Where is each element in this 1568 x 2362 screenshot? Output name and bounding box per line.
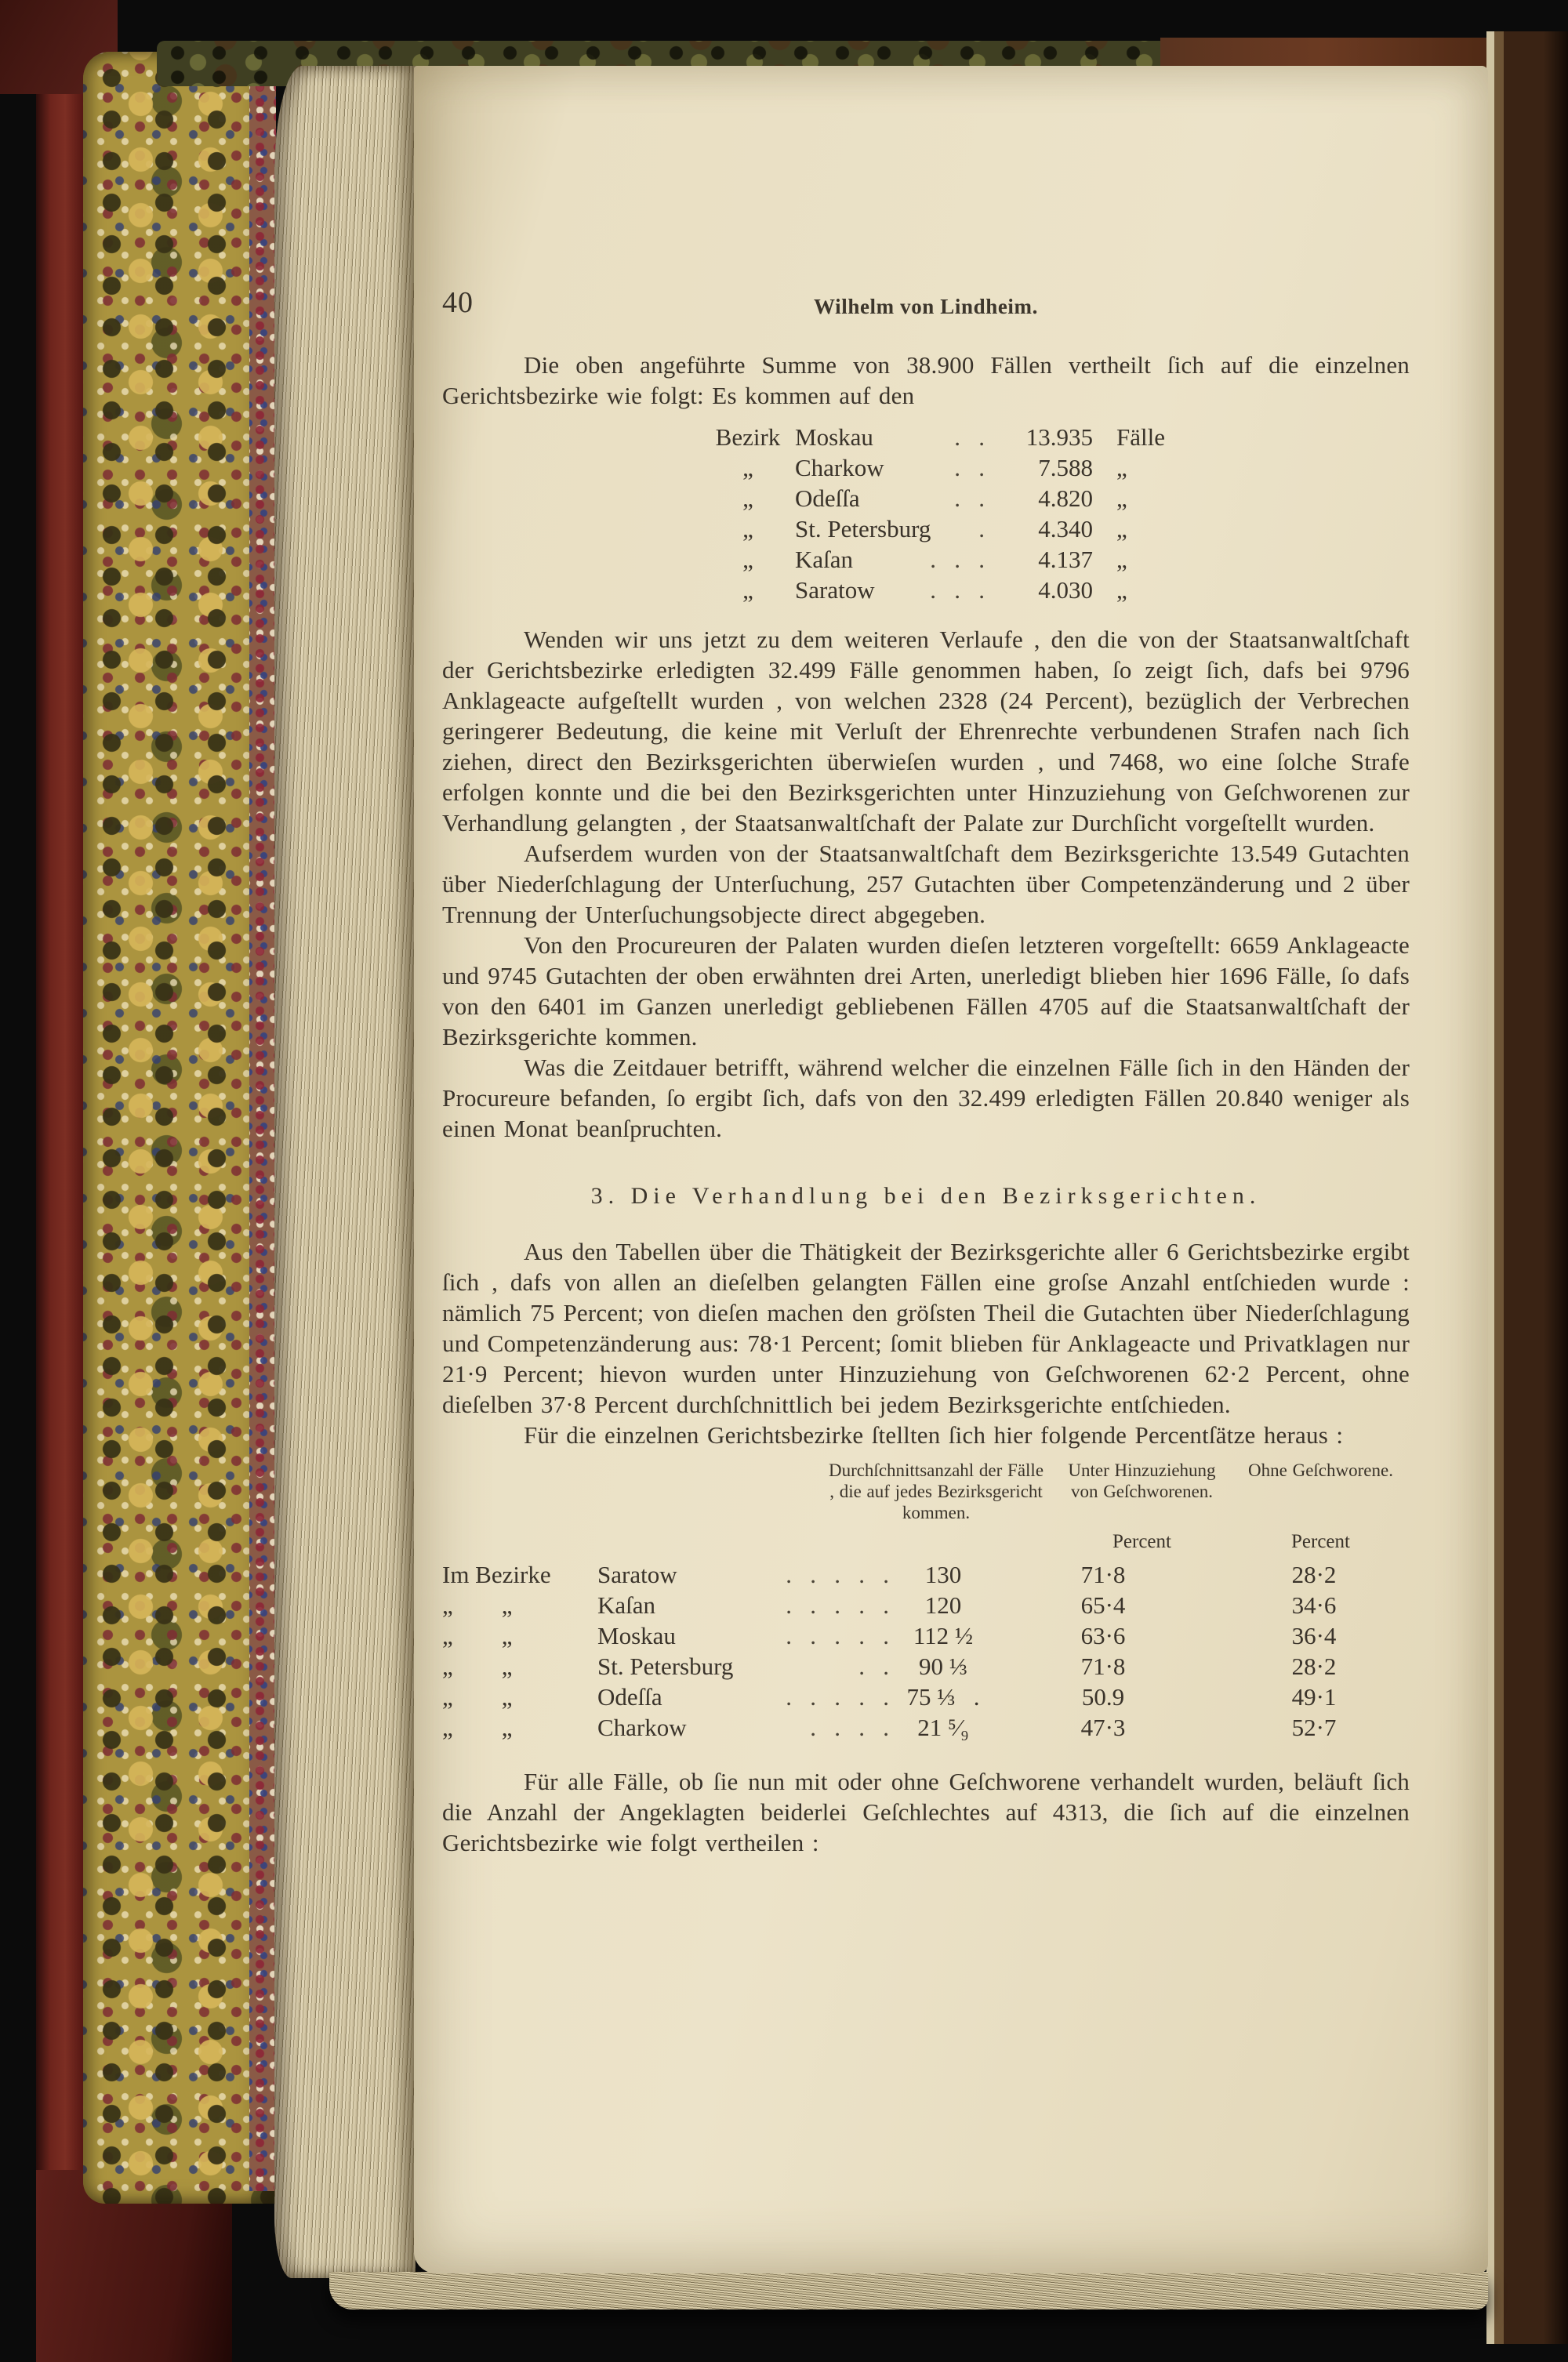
row-name	[597, 1620, 897, 1651]
district-name: Charkow	[795, 454, 884, 481]
without-jury-percent: 34·6	[1291, 1591, 1337, 1619]
book-page	[414, 66, 1488, 2273]
paragraph-prosecution: Wenden wir uns jetzt zu dem weiteren Verlaufe , den die von der Staatsanwaltſchaft der Gerichtsbezirke erledigten 32.499 Fälle genommen haben, ſo zeigt ſich, dafs bei 9796 Anklageacte aufgeſtellt wurden , von welchen 2328 (24 Percent), bezüglich der Verbrechen geringerer Bedeutung, die keine mit Verluſt der Ehrenrechte verbundenen Strafen nach ſich ziehen, direct den Bezirksgerichten überwieſen wurden , und 7468, wo eine ſolche Strafe erfolgen konnte und die bei den Bezirksgerichten unter Hinzuziehung von Geſchworenen zur Verhandlung gelangten , der Staatsanwaltſchaft der Palate zur Durchſicht vorgeſtellt wurden.	[442, 626, 1410, 836]
paragraph-angeklagte: Für alle Fälle, ob ſie nun mit oder ohne Geſchworene verhandelt wurden, beläuft ſich die Anzahl der Angeklagten beiderlei Geſchlechtes auf 4313, die ſich auf die einzelnen Gerichtsbezirke wie folgt vertheilen :	[442, 1768, 1410, 1856]
percent-spacer	[442, 1531, 818, 1553]
unit-label: „	[1116, 515, 1127, 542]
table-row	[701, 513, 1410, 544]
header-spacer	[442, 1460, 818, 1523]
percent-unit-row	[442, 1531, 1410, 1553]
row-prefix: „ „	[442, 1714, 513, 1741]
without-jury-percent: 36·4	[1291, 1622, 1337, 1649]
row-name	[597, 1651, 897, 1682]
dot-leader: . .	[954, 454, 985, 481]
table-row	[701, 544, 1410, 575]
book-spine	[36, 0, 85, 2362]
dot-leader: . .	[954, 423, 985, 451]
table-row	[701, 575, 1410, 605]
percent-table-body	[442, 1559, 1410, 1743]
row-name	[795, 575, 991, 605]
dot-leader: . . . .	[810, 1714, 889, 1741]
percent-label: Percent	[1112, 1531, 1171, 1552]
case-count: 4.820	[1038, 484, 1093, 512]
case-count: 13.935	[1025, 423, 1093, 451]
table-row	[442, 1682, 1410, 1712]
row-name	[795, 544, 991, 575]
table-row	[701, 452, 1410, 483]
district-name: Saratow	[795, 576, 875, 604]
dot-leader: . . .	[930, 546, 985, 573]
avg-cases: 112 ½	[913, 1622, 974, 1649]
table-row	[442, 1620, 1410, 1651]
table-row	[701, 422, 1410, 452]
table-row	[701, 483, 1410, 513]
row-name	[597, 1682, 897, 1712]
district-name: St. Petersburg	[795, 515, 931, 542]
row-name	[795, 452, 991, 483]
avg-cases: 75 ⅓ .	[906, 1683, 980, 1711]
row-prefix: „ „	[442, 1622, 513, 1649]
row-prefix: „	[742, 576, 753, 604]
case-count: 4.137	[1038, 546, 1093, 573]
row-prefix: Bezirk	[715, 423, 781, 451]
header-average-cases: Durchſchnittsanzahl der Fälle , die auf jedes Bezirksgericht kommen.	[828, 1460, 1044, 1522]
without-jury-percent: 28·2	[1291, 1653, 1337, 1680]
paragraph-intro: Die oben angeführte Summe von 38.900 Fällen vertheilt ſich auf die einzelnen Gerichtsbezirke wie folgt: Es kommen auf den	[442, 351, 1410, 409]
table-row	[442, 1651, 1410, 1682]
paragraph-gutachten: Aufserdem wurden von der Staatsanwaltſchaft dem Bezirksgerichte 13.549 Gutachten über Niederſchlagung der Unterſuchung, 257 Gutachten über Competenzänderung und 2 über Trennung der Unterſuchungsobjecte direct abgegeben.	[442, 840, 1410, 928]
with-jury-percent: 63·6	[1080, 1622, 1126, 1649]
page-number: 40	[442, 286, 474, 319]
paragraph-tabellen: Aus den Tabellen über die Thätigkeit der Bezirksgerichte aller 6 Gerichtsbezirke ergibt ſich , dafs von allen an dieſelben gelangten Fällen eine groſse Anzahl entſchieden wurde : nämlich 75 Percent; von dieſen machen den gröſsten Theil die Gutachten über Niederſchlagung und Competenzänderung aus: 78·1 Percent; ſomit blieben für Anklageacte und Privatklagen nur 21·9 Percent; hievon wurden unter Hinzuziehung von Geſchworenen 62·2 Percent, ohne dieſelben 37·8 Percent durchſchnittlich bei jedem Bezirksgerichte entſchieden.	[442, 1238, 1410, 1418]
percent-spacer	[818, 1531, 1054, 1553]
without-jury-percent: 28·2	[1291, 1561, 1337, 1588]
case-count: 4.030	[1038, 576, 1093, 604]
unit-label: „	[1116, 576, 1127, 604]
row-prefix: „	[742, 454, 753, 481]
marbled-endpaper	[83, 52, 274, 2204]
row-name	[795, 513, 991, 544]
dot-leader: . . . . .	[786, 1591, 889, 1619]
dot-leader: .	[978, 515, 985, 542]
paragraph-percentsaetze: Für die einzelnen Gerichtsbezirke ſtellten ſich hier folgende Percentſätze heraus :	[524, 1421, 1344, 1449]
case-count: 4.340	[1038, 515, 1093, 542]
avg-cases: 90 ⅓	[919, 1653, 967, 1680]
with-jury-percent: 65·4	[1080, 1591, 1126, 1619]
district-name: Odeſſa	[795, 484, 860, 512]
dot-leader: . .	[954, 484, 985, 512]
table-row	[442, 1712, 1410, 1743]
row-name	[597, 1559, 897, 1590]
percent-table	[442, 1460, 1410, 1743]
without-jury-percent: 49·1	[1291, 1683, 1337, 1711]
table-row	[442, 1590, 1410, 1620]
row-name	[597, 1712, 897, 1743]
district-case-table	[701, 422, 1410, 605]
running-title: Wilhelm von Lindheim.	[814, 295, 1038, 318]
district-name: Moskau	[795, 423, 873, 451]
row-prefix: „	[742, 484, 753, 512]
header-with-jury: Unter Hinzuziehung von Geſchworenen.	[1068, 1460, 1216, 1501]
district-name: Kaſan	[795, 546, 854, 573]
with-jury-percent: 50.9	[1081, 1683, 1125, 1711]
avg-cases: 130	[924, 1561, 962, 1588]
dot-leader: . . . . .	[786, 1622, 889, 1649]
district-name: Odeſſa	[597, 1683, 662, 1711]
with-jury-percent: 71·8	[1080, 1561, 1126, 1588]
paragraph-procureure: Von den Procureuren der Palaten wurden dieſen letzteren vorgeſtellt: 6659 Anklageacte und 9745 Gutachten der oben erwähnten drei Arten, unerledigt blieben hier 1696 Fälle, ſo dafs von den 6401 im Ganzen unerledigt gebliebenen Fällen 4705 auf die Staatsanwaltſchaft der Bezirksgerichte kommen.	[442, 931, 1410, 1050]
right-cover	[1486, 31, 1568, 2344]
page-stack-left-edge	[274, 66, 416, 2278]
paragraph-zeitdauer: Was die Zeitdauer betrifft, während welcher die einzelnen Fälle ſich in den Händen der Procureure befanden, ſo ergibt ſich, dafs von den 32.499 erledigten Fällen 20.840 weniger als einen Monat beanſpruchten.	[442, 1054, 1410, 1142]
row-name	[795, 422, 991, 452]
district-name: St. Petersburg	[597, 1653, 734, 1680]
row-name	[795, 483, 991, 513]
header-without-jury: Ohne Geſchworene.	[1248, 1460, 1393, 1480]
district-name: Charkow	[597, 1714, 687, 1741]
case-count: 7.588	[1038, 454, 1093, 481]
unit-label: „	[1116, 454, 1127, 481]
dot-leader: . . . . .	[786, 1683, 889, 1711]
percent-table-headers	[442, 1460, 1410, 1523]
row-prefix: „	[742, 515, 753, 542]
dot-leader: . .	[858, 1653, 889, 1680]
with-jury-percent: 47·3	[1080, 1714, 1126, 1741]
district-name: Moskau	[597, 1622, 676, 1649]
avg-cases: 120	[924, 1591, 962, 1619]
district-name: Kaſan	[597, 1591, 656, 1619]
row-prefix: „ „	[442, 1591, 513, 1619]
row-prefix: Im Bezirke	[442, 1561, 551, 1588]
row-prefix: „ „	[442, 1653, 513, 1680]
row-prefix: „	[742, 546, 753, 573]
percent-label: Percent	[1291, 1531, 1350, 1552]
district-name: Saratow	[597, 1561, 677, 1588]
avg-cases: 21 ⁵⁄₉	[917, 1714, 969, 1741]
page-stack-bottom-edge	[329, 2272, 1488, 2309]
unit-label: „	[1116, 484, 1127, 512]
dot-leader: . . . . .	[786, 1561, 889, 1588]
with-jury-percent: 71·8	[1080, 1653, 1126, 1680]
section-heading: 3. Die Verhandlung bei den Bezirksgerichten.	[590, 1183, 1261, 1209]
without-jury-percent: 52·7	[1291, 1714, 1337, 1741]
unit-label: Fälle	[1116, 423, 1165, 451]
page-header	[442, 286, 1410, 328]
row-name	[597, 1590, 897, 1620]
dot-leader: . . .	[930, 576, 985, 604]
table-row	[442, 1559, 1410, 1590]
marbled-fore-edge	[249, 63, 276, 2191]
row-prefix: „ „	[442, 1683, 513, 1711]
unit-label: „	[1116, 546, 1127, 573]
